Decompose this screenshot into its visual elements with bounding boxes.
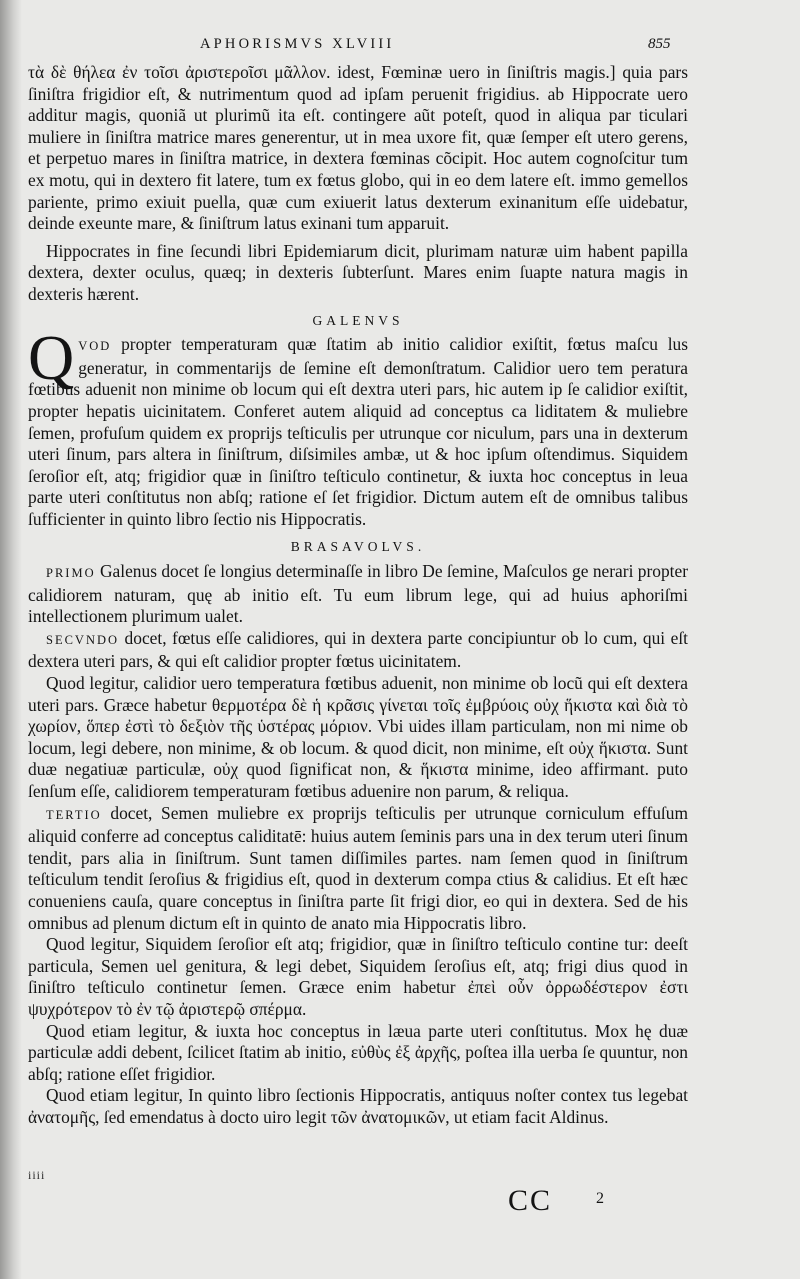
primo-word: PRIMO	[46, 566, 96, 581]
primo-text: Galenus docet ſe longius determinaſſe in libro De ſemine, Maſculos ge nerari propter calidiorem naturam, quę ab initio eſt. Tu eum librum lege, qui ad huius aphoriſmi intellectionem plurimum ualet.	[28, 561, 688, 627]
paragraph-tertio	[28, 803, 688, 935]
heading-galenus: GALENVS	[312, 312, 404, 328]
tertio-text: docet, Semen muliebre ex proprijs teſticulis per utrunque corniculum effuſum aliquid conferre ad conceptus caliditatē: huius autem ſeminis pars una in dex terum uteri ſinum tendit, pars alia in ſiniſtrum. Sunt tamen diſſimiles partes. nam ſemen quod in ſiniſtrum teſticulum tendit ſeroſius & frigidius eſt, quod in dexterum compa ctius & calidius. Et eſt hæc conueniens cauſa, quare conceptus in ſiniſtra parte ſit frigi dior, eo qui in dextera. Sed de his omnibus ad plenum dictum eſt in quinto de anato mia Hippocratis libro.	[28, 802, 688, 933]
page-number: 855	[648, 36, 671, 52]
secundo-text: docet, fœtus eſſe calidiores, qui in dextera parte concipiuntur ob lo cum, qui eſt dextera uteri pars, & qui eſt calidior propter fœtus uicinitatem.	[28, 627, 688, 672]
signature-number: 2	[596, 1190, 604, 1207]
paragraph-secundo	[28, 628, 688, 673]
signature-mark: CC	[508, 1184, 553, 1217]
running-title: APHORISMVS XLVIII	[200, 36, 395, 52]
tertio-word: TERTIO	[46, 807, 102, 822]
running-header	[200, 36, 660, 53]
galenus-text: propter temperaturam quæ ſtatim ab initio calidior exiſtit, fœtus maſcu lus generatur, in commentarijs de ſemine eſt demonſtratum. Calidior uero tem peratura fœtibus aduenit non minime ob locum qui eſt dextra uteri pars, hic autem ip ſe calidior exiſtit, propter hepatis uicinitatem. Conferet autem aliquid ad conceptus ca liditatem & muliebre ſemen, profuſum quidem ex proprijs teſticulis per utrunque cor niculum, pars una in dexterum uteri ſinum, pars altera in ſiniſtrum, diſsimiles ambæ, ut & hoc ipſum oſtendimus. Siquidem ſeroſior eſt, atq; frigidior quæ in ſiniſtro teſticulo continetur, & iuxta hoc conceptus in leua parte uteri conſtitutus non abſq; ratione eſ ſet frigidior. Dictum autem eſt de omnibus talibus ſufficienter in quinto libro ſectio nis Hippocratis.	[28, 334, 688, 529]
drop-cap: Q	[28, 322, 75, 394]
paragraph-intro: τὰ δὲ θήλεα ἐν τοῖσι ἀριστεροῖσι μᾶλλον. idest, Fœminæ uero in ſiniſtris magis.] quia pars ſiniſtra frigidior eſt, & nutrimentum quod ad ipſam peruenit frigidius. ab Hippocrate uero additur magis, quoniã ut plurimũ ita eſt. contingere aũt poteſt, quod in aliqua par ticulari muliere in ſiniſtra matrice mares generentur, ut in mea uxore fit, quæ ſemper eſt utero gerens, et perpetuo mares in ſiniſtra matrice, in dextera fœminas cõcipit. Hoc autem cognoſcitur tum ex motu, qui in dextero fit latere, tum ex fœtus globo, qui in eo dem latere eſt. immo gemellos pariente, primo exiuit puella, quæ cum exiuerit latus dexterum exinanitum eſſe uidebatur, deinde exeunte mare, & ſiniſtrum latus exinani tum apparuit.	[28, 62, 688, 234]
galenus-opening-word: VOD	[78, 339, 112, 354]
paragraph-quod-etiam-1: Quod etiam legitur, & iuxta hoc conceptus in læua parte uteri conſtitutus. Mox hę duæ particulæ addi debent, ſcilicet ſtatim ab initio, εὐθὺς ἐξ ἀρχῆς, poſtea illa uerba ſe quuntur, non abſq; ratione eſſet frigidior.	[28, 1020, 688, 1084]
paragraph-quod-legitur-2: Quod legitur, Siquidem ſeroſior eſt atq; frigidior, quæ in ſiniſtro teſticulo contine tur: deeſt particula, Semen uel genitura, & legi debet, Siquidem ſeroſius eſt, atq; frigi dius quod in ſiniſtro teſticulo continetur ſemen. Græce enim habetur ἐπεὶ οὖν ὀρρωδέστερον ἐστι ψυχρότερον τὸ ἐν τῷ ἀριστερῷ σπέρμα.	[28, 934, 688, 1019]
paragraph-hippocrates: Hippocrates in fine ſecundi libri Epidemiarum dicit, plurimam naturæ uim habent papilla dextera, dexter oculus, quæq; in dexteris ſubterſunt. Mares enim ſuapte natura magis in dexteris hærent.	[28, 240, 688, 304]
paragraph-primo	[28, 561, 688, 628]
paragraph-quod-etiam-2: Quod etiam legitur, In quinto libro ſectionis Hippocratis, antiquus noſter contex tus legebat ἀνατομῆς, ſed emendatus à docto uiro legit τῶν ἀνατομικῶν, ut etiam facit Aldinus.	[28, 1085, 688, 1127]
paragraph-quod-legitur-1: Quod legitur, calidior uero temperatura fœtibus aduenit, non minime ob locũ qui eſt dextera uteri pars. Græce habetur θερμοτέρα δὲ ἡ κρᾶσις γίνεται τοῖς ἐμβρύοις οὐχ ἥκιστα καὶ διὰ τὸ χωρίον, ὅπερ ἐστὶ τὸ δεξιὸν τῆς ὑστέρας μόριον. Vbi uides illam particulam, non mi nime ob locum, legi debere, non minime, & ob locum. & quod dicit, non minime, eſt οὐχ ἥκιστα. Sunt duæ negatiuæ particulæ, οὐχ quod ſignificat non, & ἥκιστα minime, ideo affirmant. puto ſenſum eſſe, calidiorem temperaturam fœtibus aduenire non parum, & reliqua.	[28, 673, 688, 801]
heading-brasavolus: BRASAVOLVS.	[290, 539, 426, 555]
main-text	[28, 62, 688, 1129]
secundo-word: SECVNDO	[46, 632, 120, 647]
page-gutter-shadow	[0, 0, 22, 1279]
corner-marks: iiii	[28, 1168, 46, 1182]
paragraph-galenus	[28, 322, 688, 530]
